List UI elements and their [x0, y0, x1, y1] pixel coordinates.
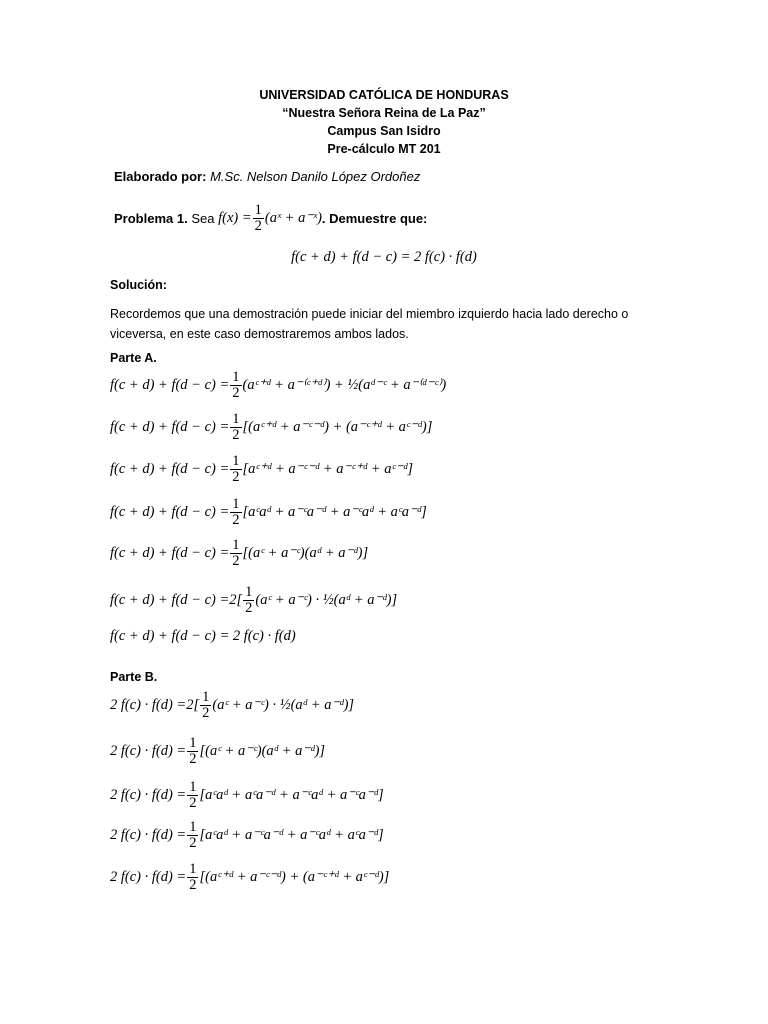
equation-lhs: f(c + d) + f(d − c) = — [110, 503, 230, 520]
equation-rhs: (aᶜ⁺ᵈ + a⁻⁽ᶜ⁺ᵈ⁾) + ½(aᵈ⁻ᶜ + a⁻⁽ᵈ⁻ᶜ⁾) — [242, 376, 447, 393]
target-identity: f(c + d) + f(d − c) = 2 f(c) · f(d) — [291, 249, 477, 265]
equation-lhs: 2 f(c) · f(d) = — [110, 696, 187, 713]
equation-rhs: [aᶜ⁺ᵈ + a⁻ᶜ⁻ᵈ + a⁻ᶜ⁺ᵈ + aᶜ⁻ᵈ] — [242, 460, 414, 477]
problem-suffix: . Demuestre que: — [321, 211, 428, 226]
fraction: $\frac{1}{2}$ — [189, 860, 197, 893]
equation-lhs: 2 f(c) · f(d) = — [110, 786, 187, 803]
fraction: $\frac{1}{2}$ — [232, 368, 240, 401]
solution-paragraph: Recordemos que una demostración puede iniciar del miembro izquierdo hacia lado derecho o viceversa, en este caso demostraremos ambos lados. — [110, 307, 629, 341]
fraction: $\frac{1}{2}$ — [189, 818, 197, 851]
fraction: $\frac{1}{2}$ — [189, 734, 197, 767]
equation-lhs: 2 f(c) · f(d) = — [110, 826, 187, 843]
equation-line — [110, 370, 446, 400]
equation-lhs: f(c + d) + f(d − c) = — [110, 418, 230, 435]
equation-line — [110, 820, 384, 850]
equation-line — [110, 585, 397, 615]
equation-lhs: f(c + d) + f(d − c) = — [110, 376, 230, 393]
problem-statement — [114, 203, 427, 234]
university-motto: “Nuestra Señora Reina de La Paz” — [282, 106, 486, 120]
equation-prefix: 2[ — [229, 591, 243, 608]
equation-lhs: f(c + d) + f(d − c) = — [110, 544, 230, 561]
author-name: M.Sc. Nelson Danilo López Ordoñez — [210, 169, 421, 184]
problem-label: Problema 1. — [114, 211, 188, 226]
function-rhs: (aˣ + a⁻ˣ) — [264, 210, 322, 226]
function-lhs: f(x) = — [218, 210, 252, 226]
part-a-label: Parte A. — [110, 351, 157, 365]
equation-rhs: (aᶜ + a⁻ᶜ) · ½(aᵈ + a⁻ᵈ)] — [212, 696, 355, 713]
fraction: $\frac{1}{2}$ — [232, 495, 240, 528]
equation-line — [110, 780, 384, 810]
equation-rhs: [aᶜaᵈ + a⁻ᶜa⁻ᵈ + a⁻ᶜaᵈ + aᶜa⁻ᵈ] — [199, 826, 384, 843]
equation-lhs: f(c + d) + f(d − c) = — [110, 460, 230, 477]
equation-rhs: (aᶜ + a⁻ᶜ) · ½(aᵈ + a⁻ᵈ)] — [255, 591, 398, 608]
equation-rhs: [(aᶜ⁺ᵈ + a⁻ᶜ⁻ᵈ) + (a⁻ᶜ⁺ᵈ + aᶜ⁻ᵈ)] — [242, 418, 433, 435]
equation-line — [110, 538, 368, 568]
equation-line — [110, 690, 354, 720]
fraction: $\frac{1}{2}$ — [232, 536, 240, 569]
part-b-label: Parte B. — [110, 670, 158, 684]
equation-line — [110, 497, 427, 527]
equation-lhs: 2 f(c) · f(d) = — [110, 868, 187, 885]
equation-prefix: 2[ — [186, 696, 200, 713]
author-line — [114, 169, 420, 184]
problem-sea: Sea — [191, 211, 215, 226]
course-name: Pre-cálculo MT 201 — [327, 142, 441, 156]
equation-line — [110, 621, 296, 651]
equation-line — [110, 454, 413, 484]
equation-lhs: f(c + d) + f(d − c) = — [110, 591, 230, 608]
university-name: UNIVERSIDAD CATÓLICA DE HONDURAS — [259, 88, 509, 102]
document-header — [0, 86, 768, 158]
equation-rhs: [(aᶜ⁺ᵈ + a⁻ᶜ⁻ᵈ) + (a⁻ᶜ⁺ᵈ + aᶜ⁻ᵈ)] — [199, 868, 390, 885]
fraction: $\frac{1}{2}$ — [202, 688, 210, 721]
equation-lhs: 2 f(c) · f(d) = — [110, 742, 187, 759]
fraction: $\frac{1}{2}$ — [232, 410, 240, 443]
equation-line — [110, 736, 325, 766]
equation-line — [110, 862, 389, 892]
campus-name: Campus San Isidro — [327, 124, 441, 138]
fraction: $\frac{1}{2}$ — [189, 778, 197, 811]
equation-rhs: [(aᶜ + a⁻ᶜ)(aᵈ + a⁻ᵈ)] — [242, 544, 369, 561]
equation-lhs: f(c + d) + f(d − c) = 2 f(c) · f(d) — [110, 627, 296, 644]
fraction: $\frac{1}{2}$ — [245, 583, 253, 616]
solution-label: Solución: — [110, 278, 167, 292]
author-label: Elaborado por: — [114, 169, 207, 184]
fraction: $\frac{1}{2}$ — [254, 202, 262, 234]
equation-rhs: [aᶜaᵈ + aᶜa⁻ᵈ + a⁻ᶜaᵈ + a⁻ᶜa⁻ᵈ] — [199, 786, 384, 803]
equation-line — [110, 412, 432, 442]
fraction: $\frac{1}{2}$ — [232, 452, 240, 485]
function-definition — [218, 203, 322, 234]
equation-rhs: [(aᶜ + a⁻ᶜ)(aᵈ + a⁻ᵈ)] — [199, 742, 326, 759]
equation-rhs: [aᶜaᵈ + a⁻ᶜa⁻ᵈ + a⁻ᶜaᵈ + aᶜa⁻ᵈ] — [242, 503, 427, 520]
